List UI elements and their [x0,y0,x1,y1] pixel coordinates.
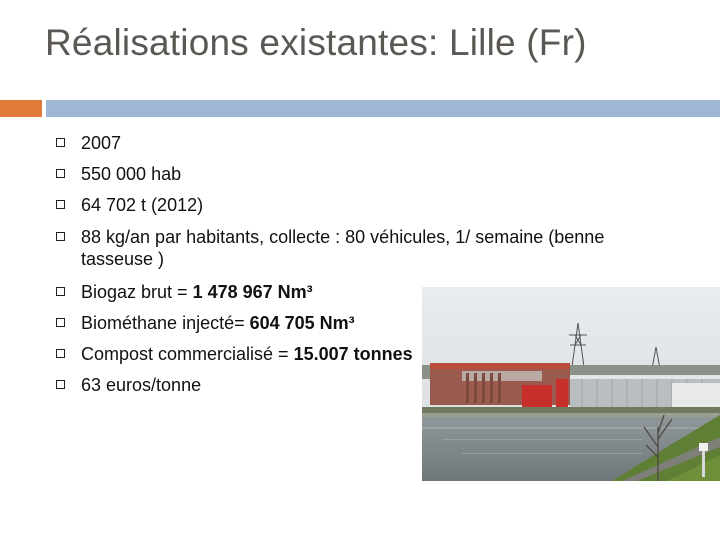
bullet-value: 15.007 tonnes [293,344,413,364]
bullet-value: 604 705 Nm³ [249,313,355,333]
facility-photo-graphic [422,287,720,481]
bullet-text: 63 euros/tonne [81,375,202,395]
bullet-box-icon [56,287,65,296]
bullet-text: Biométhane injecté= 604 705 Nm³ [81,313,355,333]
bullet-text: 64 702 t (2012) [81,195,204,215]
bullet-box-icon [56,380,65,389]
bullet-box-icon [56,138,65,147]
bullet-text: Biogaz brut = 1 478 967 Nm³ [81,282,313,302]
bullet-box-icon [56,200,65,209]
facility-photo [422,287,720,481]
bullet-box-icon [56,349,65,358]
bullet-text: 550 000 hab [81,164,182,184]
bullet-box-icon [56,232,65,241]
bullet-box-icon [56,318,65,327]
bullet-text: 2007 [81,133,122,153]
header-rule [46,100,720,117]
slide-title: Réalisations existantes: Lille (Fr) [45,22,587,63]
bullet-box-icon [56,169,65,178]
bullet-value: 1 478 967 Nm³ [192,282,313,302]
bullet-text: 88 kg/an par habitants, collecte : 80 véhicules, 1/ semaine (benne tasseuse ) [81,227,605,269]
bullet-text: Compost commercialisé = 15.007 tonnes [81,344,413,364]
accent-bar [0,100,42,117]
